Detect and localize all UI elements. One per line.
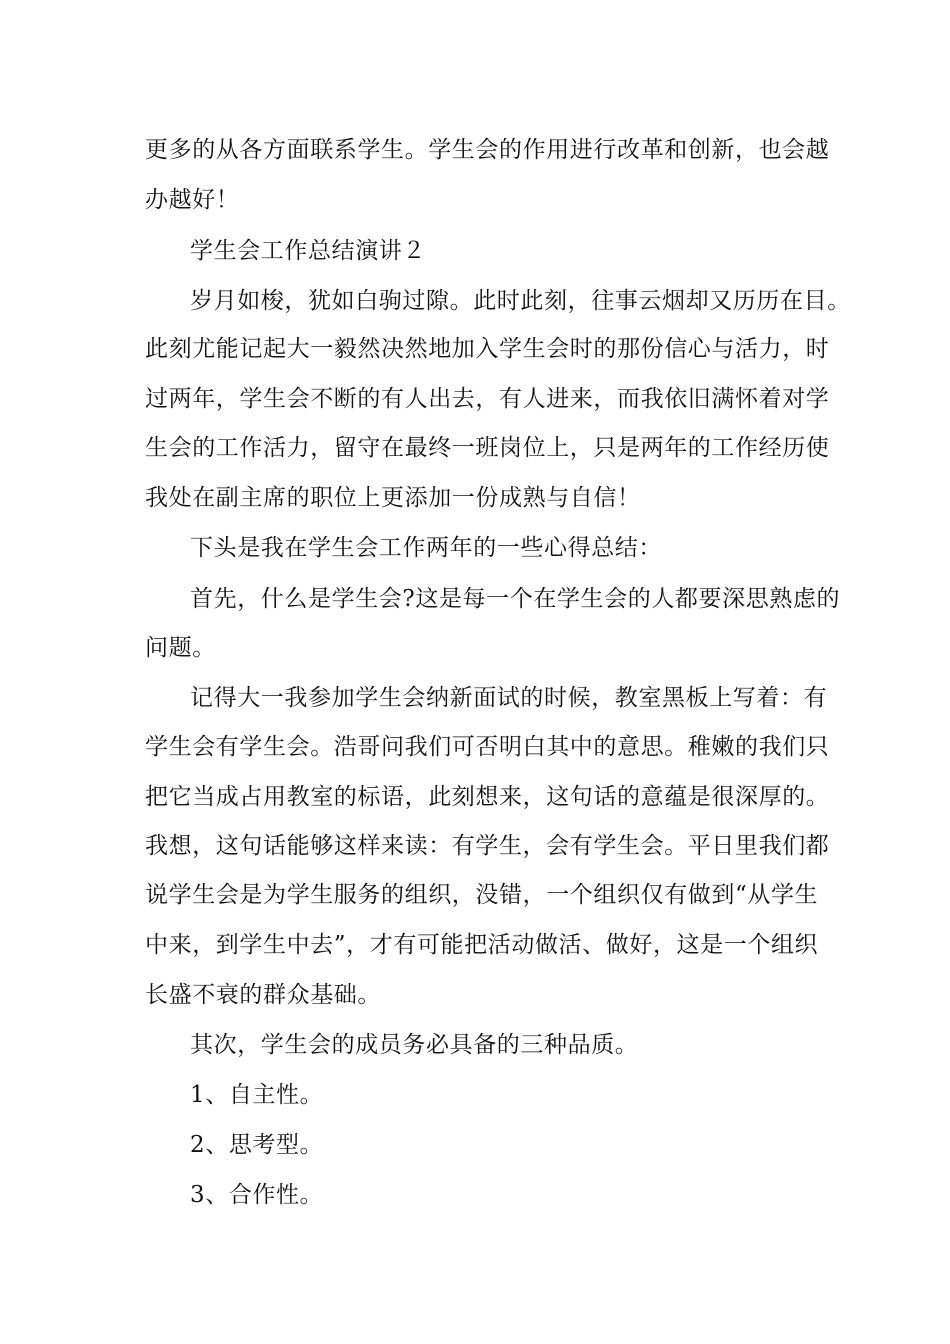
list-item: 3、合作性。 — [190, 1182, 324, 1208]
list-item: 1、自主性。 — [190, 1082, 324, 1108]
text-line: 长盛不衰的群众基础。 — [145, 982, 381, 1008]
text-line: 问题。 — [145, 635, 216, 661]
text-line: 我处在副主席的职位上更添加一份成熟与自信！ — [145, 485, 641, 511]
text-line: 过两年，学生会不断的有人出去，有人进来，而我依旧满怀着对学 — [145, 386, 830, 412]
text-line: 学生会有学生会。浩哥问我们可否明白其中的意思。稚嫩的我们只 — [145, 734, 830, 760]
text-line: 办越好！ — [145, 187, 240, 213]
text-line: 把它当成占用教室的标语，此刻想来，这句话的意蕴是很深厚的。 — [145, 784, 830, 810]
section-heading: 学生会工作总结演讲２ — [190, 238, 426, 264]
text-line: 下头是我在学生会工作两年的一些心得总结： — [190, 535, 662, 561]
list-item: 2、思考型。 — [190, 1132, 324, 1158]
text-line: 其次，学生会的成员务必具备的三种品质。 — [190, 1032, 639, 1058]
text-line: 记得大一我参加学生会纳新面试的时候，教室黑板上写着：有 — [190, 685, 828, 711]
text-line: 中来，到学生中去”，才有可能把活动做活、做好，这是一个组织 — [145, 932, 819, 958]
text-line: 生会的工作活力，留守在最终一班岗位上，只是两年的工作经历使 — [145, 435, 830, 461]
text-line: 我想，这句话能够这样来读：有学生，会有学生会。平日里我们都 — [145, 833, 830, 859]
text-line: 说学生会是为学生服务的组织，没错，一个组织仅有做到“从学生 — [145, 882, 819, 908]
text-line: 更多的从各方面联系学生。学生会的作用进行改革和创新，也会越 — [145, 137, 830, 163]
text-line: 首先，什么是学生会?这是每一个在学生会的人都要深思熟虑的 — [190, 586, 841, 612]
text-line: 此刻尤能记起大一毅然决然地加入学生会时的那份信心与活力，时 — [145, 336, 830, 362]
text-line: 岁月如梭，犹如白驹过隙。此时此刻，往事云烟却又历历在目。 — [190, 288, 851, 314]
